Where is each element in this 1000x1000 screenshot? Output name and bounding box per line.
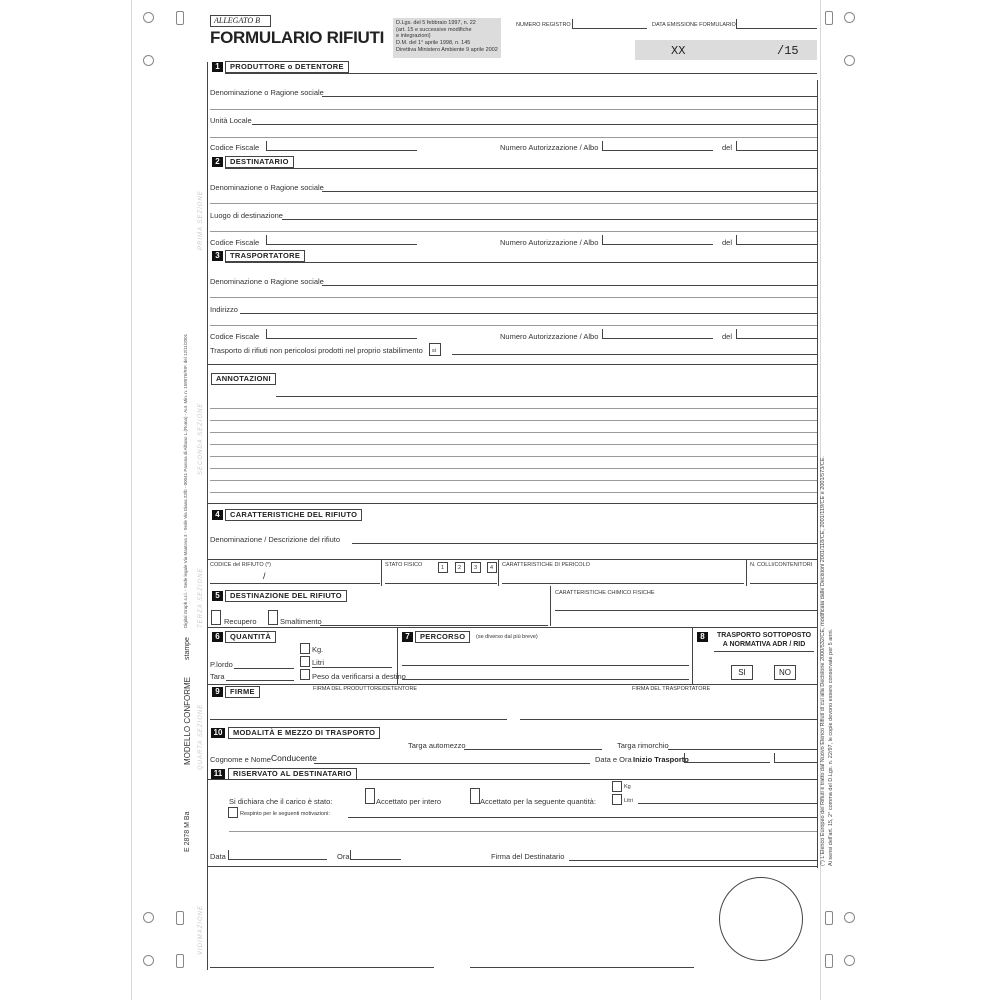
kg-label: Kg. xyxy=(312,645,324,654)
annotazioni-line[interactable] xyxy=(210,492,817,493)
section-number: 10 xyxy=(211,728,225,738)
section-number: 4 xyxy=(212,510,223,520)
percorso-note: (se diverso dal più breve) xyxy=(476,634,538,640)
section-band-seconda: SECONDA SEZIONE xyxy=(198,402,204,475)
codice-fiscale-field[interactable] xyxy=(266,141,417,151)
stato-fisico-label: STATO FISICO xyxy=(385,562,423,568)
serial-suffix: /15 xyxy=(777,44,799,58)
ora-field[interactable] xyxy=(350,850,401,860)
adr-si-checkbox[interactable]: SI xyxy=(731,665,753,680)
section-10-title: MODALITÀ E MEZZO DI TRASPORTO xyxy=(228,727,380,739)
conducente-field[interactable] xyxy=(314,763,590,764)
inizio-trasporto-data-field[interactable] xyxy=(684,753,770,763)
binding-slot xyxy=(176,11,184,25)
annotazioni-line[interactable] xyxy=(210,468,817,469)
annotazioni-line[interactable] xyxy=(210,480,817,481)
left-frame-line xyxy=(207,62,208,970)
divider xyxy=(714,651,814,652)
binding-slot xyxy=(176,911,184,925)
lordo-label: P.lordo xyxy=(210,660,233,669)
label-denominazione: Denominazione o Ragione sociale xyxy=(210,277,324,286)
divider xyxy=(207,627,817,628)
binding-slot xyxy=(825,11,833,25)
codice-fiscale-field[interactable] xyxy=(266,329,417,339)
section-separator xyxy=(207,503,817,504)
data-emissione-field[interactable] xyxy=(736,19,817,29)
label-numero-autorizzazione: Numero Autorizzazione / Albo xyxy=(500,143,599,152)
litri-label: Litri xyxy=(312,658,325,667)
vidimazione-signature-line[interactable] xyxy=(210,967,434,968)
label-numero-autorizzazione: Numero Autorizzazione / Albo xyxy=(500,332,599,341)
respinto-line[interactable] xyxy=(229,831,817,832)
litri-checkbox[interactable] xyxy=(300,656,310,667)
targa-rimorchio-field[interactable] xyxy=(668,749,817,750)
accettato-quantita-checkbox[interactable] xyxy=(470,788,480,804)
cognome-nome-label: Cognome e Nome xyxy=(210,755,271,764)
label-indirizzo: Indirizzo xyxy=(210,305,238,314)
firma-produttore-field[interactable] xyxy=(210,719,507,720)
binding-slot xyxy=(176,954,184,968)
label-denominazione: Denominazione o Ragione sociale xyxy=(210,183,324,192)
numero-registro-label: NUMERO REGISTRO xyxy=(516,22,571,28)
binding-hole xyxy=(143,912,154,923)
caratteristiche-pericolo-field[interactable] xyxy=(502,583,744,584)
tara-label: Tara xyxy=(210,672,225,681)
section-number: 1 xyxy=(212,62,223,72)
section-9-title: FIRME xyxy=(225,686,260,698)
adr-no-checkbox[interactable]: NO xyxy=(774,665,796,680)
label-del: del xyxy=(722,238,733,247)
tara-field[interactable] xyxy=(226,680,294,681)
data-ora-label: Data e Ora xyxy=(595,755,632,764)
divider xyxy=(225,168,817,169)
binding-hole xyxy=(844,955,855,966)
quantita-accettata-field[interactable] xyxy=(638,803,817,804)
label-luogo-destinazione: Luogo di destinazione xyxy=(210,211,283,220)
section-number: 2 xyxy=(212,157,223,167)
label-del: del xyxy=(722,143,733,152)
unita-locale-field[interactable] xyxy=(252,124,817,125)
annotazioni-line[interactable] xyxy=(210,456,817,457)
binding-hole xyxy=(844,55,855,66)
respinto-field[interactable] xyxy=(348,817,817,818)
peso-verificarsi-label: Peso da verificarsi a destino xyxy=(312,672,406,681)
respinto-checkbox[interactable] xyxy=(228,807,238,818)
smaltimento-checkbox[interactable] xyxy=(268,610,278,625)
continuation-line xyxy=(210,297,817,298)
numero-autorizzazione-field[interactable] xyxy=(602,329,713,339)
smaltimento-label: Smaltimento xyxy=(280,617,322,626)
firma-destinatario-field[interactable] xyxy=(569,860,817,861)
section-band-vidimazione: VIDIMAZIONE xyxy=(198,904,204,955)
section-4-title: CARATTERISTICHE DEL RIFIUTO xyxy=(225,509,362,521)
continuation-line xyxy=(210,109,817,110)
n-colli-field[interactable] xyxy=(750,583,817,584)
section-number: 3 xyxy=(212,251,223,261)
divider xyxy=(207,559,817,560)
codice-fiscale-field[interactable] xyxy=(266,235,417,245)
recupero-checkbox[interactable] xyxy=(211,610,221,625)
section-number: 9 xyxy=(212,687,223,697)
section-band-quarta: QUARTA SEZIONE xyxy=(198,703,204,770)
section-number: 11 xyxy=(211,769,225,779)
peso-verificarsi-checkbox[interactable] xyxy=(300,669,310,680)
form-title: FORMULARIO RIFIUTI xyxy=(210,28,385,47)
section-separator xyxy=(207,364,817,365)
divider xyxy=(207,779,817,780)
legal-references: D.Lgs. del 5 febbraio 1997, n. 22 (art. 15 e successive modifiche e integrazioni) D.M. del 1° aprile 1998, n. 145 Direttiva Ministero Ambiente 9 aprile 2002 xyxy=(393,18,501,58)
dest-kg-label: Kg xyxy=(624,784,631,790)
binding-hole xyxy=(844,12,855,23)
section-6-title: QUANTITÀ xyxy=(225,631,276,643)
accettato-quantita-label: Accettato per la seguente quantità: xyxy=(480,797,596,806)
binding-slot xyxy=(825,954,833,968)
section-separator xyxy=(207,866,817,867)
dest-litri-label: Litri xyxy=(624,798,633,804)
stato-fisico-1-checkbox[interactable]: 1 xyxy=(438,562,448,573)
codice-rifiuto-field[interactable] xyxy=(210,583,380,584)
section-8-title: TRASPORTO SOTTOPOSTO A NORMATIVA ADR / RID xyxy=(716,632,812,648)
accettato-intero-label: Accettato per intero xyxy=(376,797,442,806)
codice-modulo-label: E 2878 M Ba xyxy=(184,811,191,852)
denominazione-field[interactable] xyxy=(322,96,817,97)
binding-hole xyxy=(143,12,154,23)
annotazioni-line[interactable] xyxy=(276,396,817,397)
label-codice-fiscale: Codice Fiscale xyxy=(210,143,260,152)
stato-fisico-3-checkbox[interactable]: 3 xyxy=(471,562,481,573)
targa-automezzo-field[interactable] xyxy=(464,749,602,750)
dichiara-label: Si dichiara che il carico è stato: xyxy=(229,797,333,806)
numero-autorizzazione-field[interactable] xyxy=(602,141,713,151)
numero-autorizzazione-field[interactable] xyxy=(602,235,713,245)
label-denominazione: Denominazione o Ragione sociale xyxy=(210,88,324,97)
divider xyxy=(225,262,817,263)
numero-registro-field[interactable] xyxy=(572,19,647,29)
data-emissione-label: DATA EMISSIONE FORMULARIO xyxy=(652,22,736,28)
label-del: del xyxy=(722,332,733,341)
recupero-label: Recupero xyxy=(224,617,257,626)
label-codice-fiscale: Codice Fiscale xyxy=(210,238,260,247)
inizio-trasporto-label: Inizio Trasporto xyxy=(633,755,689,764)
continuation-line xyxy=(210,325,817,326)
targa-automezzo-label: Targa automezzo xyxy=(408,741,466,750)
right-frame-line xyxy=(817,80,818,868)
divider xyxy=(498,559,499,586)
stato-fisico-4-checkbox[interactable]: 4 xyxy=(487,562,497,573)
section-5-title: DESTINAZIONE DEL RIFIUTO xyxy=(225,590,347,602)
section-7-title: PERCORSO xyxy=(415,631,470,643)
stato-fisico-2-checkbox[interactable]: 2 xyxy=(455,562,465,573)
chimico-fisiche-label: CARATTERISTICHE CHIMICO FISICHE xyxy=(555,590,655,596)
annotazioni-line[interactable] xyxy=(210,432,817,433)
section-3-title: TRASPORTATORE xyxy=(225,250,305,262)
label-numero-autorizzazione: Numero Autorizzazione / Albo xyxy=(500,238,599,247)
divider xyxy=(207,684,817,685)
chimico-fisiche-field[interactable] xyxy=(555,610,817,611)
ora-label: Ora xyxy=(337,852,350,861)
denominazione-field[interactable] xyxy=(322,191,817,192)
section-band-terza: TERZA SEZIONE xyxy=(198,567,204,628)
annotazioni-title: ANNOTAZIONI xyxy=(211,373,276,385)
continuation-line xyxy=(210,137,817,138)
section-11-title: RISERVATO AL DESTINATARIO xyxy=(228,768,357,780)
modello-conforme-label: MODELLO CONFORME xyxy=(183,676,192,765)
divider xyxy=(692,627,693,684)
conducente-label: Conducente xyxy=(271,753,317,763)
data-field[interactable] xyxy=(228,850,327,860)
annotazioni-line[interactable] xyxy=(210,420,817,421)
footnote-conservazione: Ai sensi dell'art. 15, 2° comma del D.Lgs. n. 22/97, le copie devono essere conservate per 5 anni. xyxy=(828,628,834,866)
codice-rifiuto-label: CODICE del RIFIUTO (*) xyxy=(210,562,272,568)
continuation-line xyxy=(210,203,817,204)
data-label: Data xyxy=(210,852,226,861)
allegato-badge: ALLEGATO B xyxy=(210,15,271,27)
accettato-intero-checkbox[interactable] xyxy=(365,788,375,804)
divider xyxy=(225,73,817,74)
indirizzo-field[interactable] xyxy=(240,313,817,314)
divider xyxy=(381,559,382,586)
percorso-field[interactable] xyxy=(402,679,689,680)
section-number: 8 xyxy=(697,632,708,642)
stamp-circle xyxy=(719,877,803,961)
vidimazione-signature-line[interactable] xyxy=(470,967,694,968)
serial-prefix: XX xyxy=(671,44,686,58)
litri-field[interactable] xyxy=(312,667,392,668)
denominazione-field[interactable] xyxy=(322,285,817,286)
binding-slot xyxy=(825,911,833,925)
binding-hole xyxy=(844,912,855,923)
kg-checkbox[interactable] xyxy=(300,643,310,654)
trasporto-propri-field[interactable] xyxy=(452,354,817,355)
label-unita-locale: Unità Locale xyxy=(210,116,252,125)
firma-trasportatore-field[interactable] xyxy=(520,719,817,720)
label-codice-fiscale: Codice Fiscale xyxy=(210,332,260,341)
luogo-destinazione-field[interactable] xyxy=(282,219,817,220)
annotazioni-line[interactable] xyxy=(210,408,817,409)
del-field[interactable] xyxy=(736,235,817,245)
divider xyxy=(397,627,398,684)
footnote-elenco-rifiuti: (*) L'Elenco Europeo dei Rifiuti è tratto dal Nuovo Elenco Rifiuti di cui alla Decisione 2000/532/CE, modificata dalle Decisioni 2001/118/CE, 2001/119/CE e 2001/573/CE. xyxy=(820,456,826,866)
dest-kg-checkbox[interactable] xyxy=(612,781,622,792)
serial-number-box xyxy=(635,40,817,60)
section-number: 7 xyxy=(402,632,413,642)
section-2-title: DESTINATARIO xyxy=(225,156,294,168)
si-label: si xyxy=(432,348,436,354)
firma-destinatario-label: Firma del Destinatario xyxy=(491,852,565,861)
targa-rimorchio-label: Targa rimorchio xyxy=(617,741,669,750)
divider xyxy=(550,586,551,626)
section-1-title: PRODUTTORE o DETENTORE xyxy=(225,61,349,73)
annotazioni-line[interactable] xyxy=(210,444,817,445)
firma-produttore-label: FIRMA DEL PRODUTTORE/DETENTORE xyxy=(313,686,418,692)
section-number: 5 xyxy=(212,591,223,601)
binding-hole xyxy=(143,55,154,66)
stato-fisico-field[interactable] xyxy=(385,583,497,584)
codice-separator: / xyxy=(263,571,266,581)
trasporto-propri-label: Trasporto di rifiuti non pericolosi prodotti nel proprio stabilimento xyxy=(210,346,423,355)
caratteristiche-pericolo-label: CARATTERISTICHE DI PERICOLO xyxy=(502,562,590,568)
label-denominazione-rifiuto: Denominazione / Descrizione del rifiuto xyxy=(210,535,341,544)
firma-trasportatore-label: FIRMA DEL TRASPORTATORE xyxy=(632,686,711,692)
section-number: 6 xyxy=(212,632,223,642)
stampe-label: stampe xyxy=(184,637,191,660)
section-band-prima: PRIMA SEZIONE xyxy=(198,190,204,250)
divider xyxy=(746,559,747,586)
publisher-info: Digital Graph s.r.l. - Sede legale Via Mantova 3 - Sede Via Diana 23/b - 00041 Pavona di Albano L.(Roma) - Aut. Min. n. 158076/RIF. del 12/11/2001 xyxy=(183,333,188,628)
continuation-line xyxy=(210,231,817,232)
del-field[interactable] xyxy=(736,141,817,151)
respinto-label: Respinto per le seguenti motivazioni: xyxy=(240,811,330,817)
n-colli-label: N. COLLI/CONTENITORI xyxy=(750,562,813,568)
del-field[interactable] xyxy=(736,329,817,339)
binding-hole xyxy=(143,955,154,966)
inizio-trasporto-ora-field[interactable] xyxy=(774,753,818,763)
lordo-field[interactable] xyxy=(234,668,294,669)
smaltimento-field[interactable] xyxy=(320,625,548,626)
dest-litri-checkbox[interactable] xyxy=(612,794,622,805)
percorso-field[interactable] xyxy=(402,665,689,666)
denominazione-rifiuto-field[interactable] xyxy=(352,543,817,544)
